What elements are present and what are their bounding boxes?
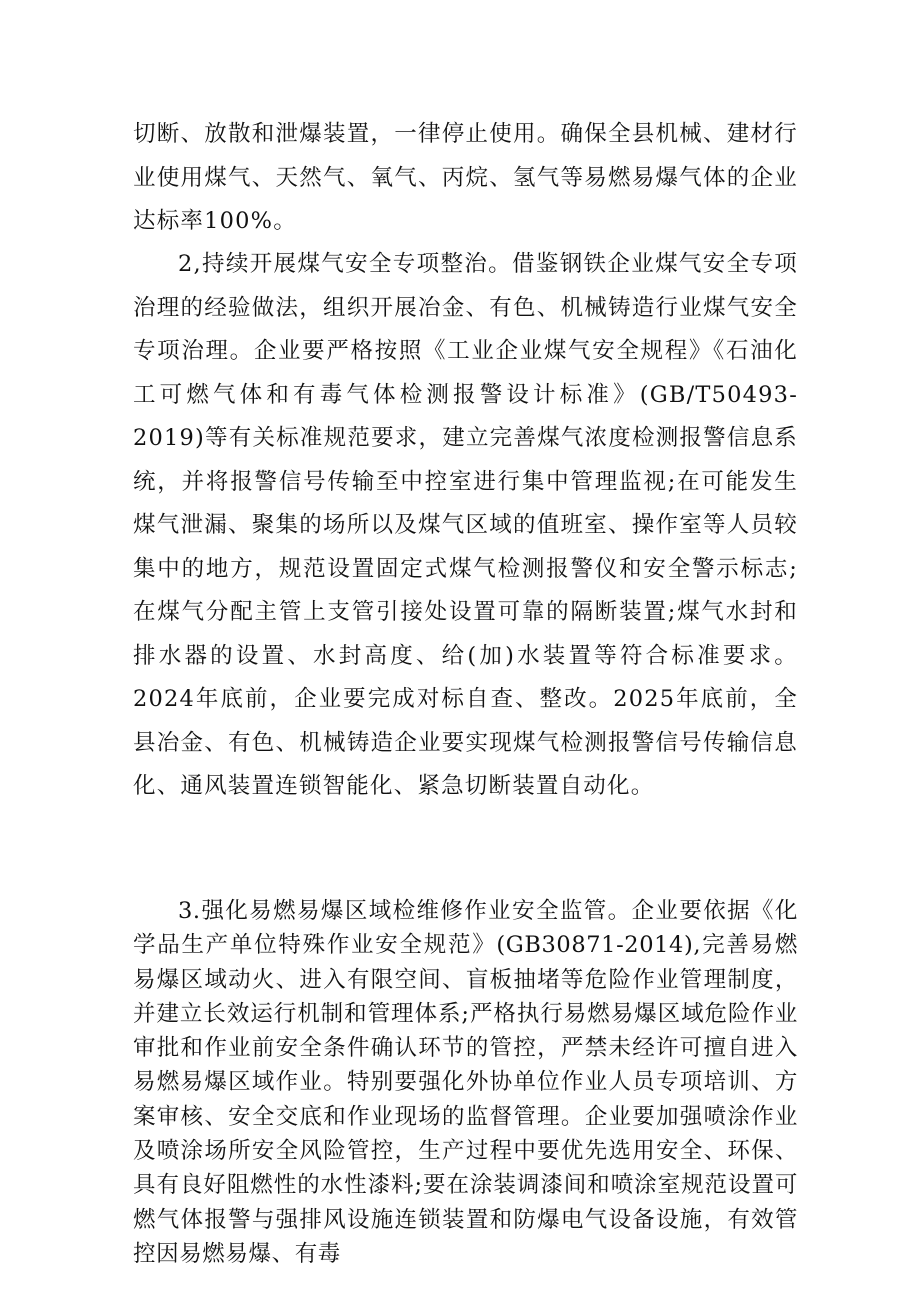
paragraph-gas-safety-rectification: 2,持续开展煤气安全专项整治。借鉴钢铁企业煤气安全专项治理的经验做法，组织开展冶金、有色、机械铸造行业煤气安全专项治理。企业要严格按照《工业企业煤气安全规程》《石油化工可燃气体和有毒气体检测报警设计标准》(GB/T50493-2019)等有关标准规范要求，建立完善煤气浓度检测报警信息系统，并将报警信号传输至中控室进行集中管理监视;在可能发生煤气泄漏、聚集的场所以及煤气区域的值班室、操作室等人员较集中的地方，规范设置固定式煤气检测报警仪和安全警示标志;在煤气分配主管上支管引接处设置可靠的隔断装置;煤气水封和排水器的设置、水封高度、给(加)水装置等符合标准要求。2024年底前，企业要完成对标自查、整改。2025年底前，全县冶金、有色、机械铸造企业要实现煤气检测报警信号传输信息化、通风装置连锁智能化、紧急切断装置自动化。 [133,251,798,799]
paragraph-continuation: 切断、放散和泄爆装置，一律停止使用。确保全县机械、建材行业使用煤气、天然气、氧气、丙烷、氢气等易燃易爆气体的企业达标率100%。 [133,121,798,234]
paragraph-maintenance-supervision: 3.强化易燃易爆区域检维修作业安全监管。企业要依据《化学品生产单位特殊作业安全规范》(GB30871-2014),完善易燃易爆区域动火、进入有限空间、盲板抽堵等危险作业管理制度，并建立长效运行机制和管理体系;严格执行易燃易爆区域危险作业审批和作业前安全条件确认环节的管控，严禁未经许可擅自进入易燃易爆区域作业。特别要强化外协单位作业人员专项培训、方案审核、安全交底和作业现场的监督管理。企业要加强喷涂作业及喷涂场所安全风险管控，生产过程中要优先选用安全、环保、具有良好阻燃性的水性漆料;要在涂装调漆间和喷涂室规范设置可燃气体报警与强排风设施连锁装置和防爆电气设备设施，有效管控因易燃易爆、有毒 [133,898,798,1267]
